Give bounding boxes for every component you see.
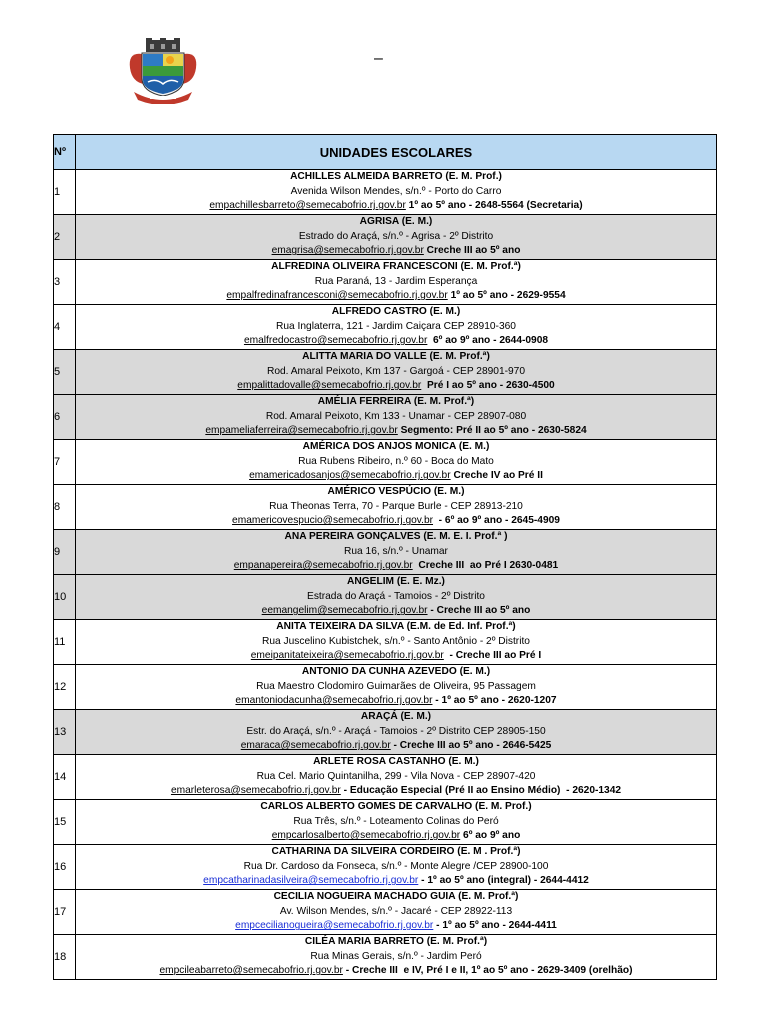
- table-row: [54, 215, 717, 260]
- row-number: 1: [54, 170, 76, 215]
- school-contact-line: [76, 649, 716, 664]
- school-segment-phone: - 6º ao 9º ano - 2645-4909: [433, 515, 560, 527]
- school-segment-phone: 6º ao 9º ano - 2644-0908: [427, 335, 549, 347]
- school-info: [76, 845, 717, 890]
- school-info: [76, 395, 717, 440]
- school-address: Estrado do Araçá, s/n.º - Agrisa - 2º Distrito: [298, 230, 494, 242]
- school-address: Rua 16, s/n.º - Unamar: [344, 545, 448, 557]
- school-name: ANGELIM (E. E. Mz.): [347, 576, 445, 588]
- school-segment-phone: Creche IV ao Pré II: [450, 470, 543, 482]
- school-address: Rua Cel. Mario Quintanilha, 299 - Vila Nova - CEP 28907-420: [256, 770, 536, 782]
- school-segment-phone: Pré I ao 5º ano - 2630-4500: [421, 380, 555, 392]
- school-email-link[interactable]: emalfredocastro@semecabofrio.rj.gov.br: [243, 335, 428, 347]
- school-name: ANTONIO DA CUNHA AZEVEDO (E. M.): [301, 666, 491, 678]
- school-name: ARAÇÁ (E. M.): [360, 711, 432, 723]
- row-number: 9: [54, 530, 76, 575]
- table-row: [54, 485, 717, 530]
- school-address: Rod. Amaral Peixoto, Km 137 - Gargoá - CEP 28901-970: [266, 365, 526, 377]
- school-contact-line: [76, 604, 716, 619]
- school-email-link[interactable]: emagrisa@semecabofrio.rj.gov.br: [271, 245, 424, 257]
- school-email-link[interactable]: empanapereira@semecabofrio.rj.gov.br: [233, 560, 413, 572]
- row-number: 5: [54, 350, 76, 395]
- school-email-link[interactable]: emamericadosanjos@semecabofrio.rj.gov.br: [249, 470, 451, 482]
- school-name: CATHARINA DA SILVEIRA CORDEIRO (E. M . Prof.ª): [271, 846, 521, 858]
- school-contact-line: [76, 919, 716, 934]
- table-row: [54, 395, 717, 440]
- school-name: AMÉRICA DOS ANJOS MONICA (E. M.): [302, 441, 490, 453]
- school-info: [76, 890, 717, 935]
- school-info: [76, 575, 717, 620]
- school-contact-line: [76, 379, 716, 394]
- school-segment-phone: - Creche III e IV, Pré I e II, 1º ao 5º ano - 2629-3409 (orelhão): [342, 965, 633, 977]
- school-name: ALFREDINA OLIVEIRA FRANCESCONI (E. M. Prof.ª): [271, 261, 521, 273]
- school-name: ANA PEREIRA GONÇALVES (E. M. E. I. Prof.ª ): [284, 531, 508, 543]
- school-address: Avenida Wilson Mendes, s/n.º - Porto do Carro: [290, 185, 502, 197]
- table-row: [54, 755, 717, 800]
- table-row: [54, 710, 717, 755]
- school-info: [76, 935, 717, 980]
- school-address: Rua Três, s/n.º - Loteamento Colinas do Peró: [293, 815, 499, 827]
- school-info: [76, 800, 717, 845]
- row-number: 15: [54, 800, 76, 845]
- school-name: AMÉLIA FERREIRA (E. M. Prof.ª): [317, 396, 475, 408]
- school-segment-phone: Creche III ao 5º ano: [423, 245, 521, 257]
- coat-of-arms-logo: [126, 38, 200, 104]
- school-info: [76, 260, 717, 305]
- school-name: ALFREDO CASTRO (E. M.): [331, 306, 461, 318]
- school-contact-line: [76, 199, 716, 214]
- school-info: [76, 215, 717, 260]
- table-row: [54, 530, 717, 575]
- table-row: [54, 170, 717, 215]
- school-segment-phone: - Creche III ao Pré I: [443, 650, 542, 662]
- row-number: 16: [54, 845, 76, 890]
- school-segment-phone: - Educação Especial (Pré II ao Ensino Médio) - 2620-1342: [340, 785, 622, 797]
- school-email-link[interactable]: empcecilianogueira@semecabofrio.rj.gov.br: [235, 920, 434, 932]
- school-email-link[interactable]: emantoniodacunha@semecabofrio.rj.gov.br: [235, 695, 433, 707]
- school-segment-phone: - Creche III ao 5º ano - 2646-5425: [390, 740, 552, 752]
- table-row: [54, 260, 717, 305]
- school-contact-line: [76, 784, 716, 799]
- school-contact-line: [76, 694, 716, 709]
- table-row: [54, 665, 717, 710]
- school-name: AMÉRICO VESPÚCIO (E. M.): [327, 486, 465, 498]
- row-number: 14: [54, 755, 76, 800]
- school-email-link[interactable]: empcatharinadasilveira@semecabofrio.rj.gov.br: [203, 875, 419, 887]
- school-address: Rua Juscelino Kubistchek, s/n.º - Santo Antônio - 2º Distrito: [262, 635, 530, 647]
- school-segment-phone: 6º ao 9º ano: [460, 830, 521, 842]
- school-address: Av. Wilson Mendes, s/n.º - Jacaré - CEP 28922-113: [279, 905, 513, 917]
- row-number: 2: [54, 215, 76, 260]
- school-segment-phone: - 1º ao 5º ano - 2620-1207: [432, 695, 557, 707]
- school-address: Rua Minas Gerais, s/n.º - Jardim Peró: [310, 950, 482, 962]
- table-row: [54, 845, 717, 890]
- school-email-link[interactable]: emeipanitateixeira@semecabofrio.rj.gov.br: [250, 650, 444, 662]
- table-row: [54, 890, 717, 935]
- school-email-link[interactable]: empcarlosalberto@semecabofrio.rj.gov.br: [271, 830, 461, 842]
- school-info: [76, 350, 717, 395]
- school-email-link[interactable]: eemangelim@semecabofrio.rj.gov.br: [261, 605, 428, 617]
- school-contact-line: [76, 469, 716, 484]
- school-contact-line: [76, 244, 716, 259]
- school-info: [76, 440, 717, 485]
- school-segment-phone: Segmento: Pré II ao 5º ano - 2630-5824: [397, 425, 587, 437]
- school-segment-phone: - 1º ao 5º ano - 2644-4411: [433, 920, 557, 932]
- table-row: [54, 620, 717, 665]
- school-contact-line: [76, 514, 716, 529]
- row-number: 13: [54, 710, 76, 755]
- school-name: ALITTA MARIA DO VALLE (E. M. Prof.ª): [302, 351, 490, 363]
- row-number: 12: [54, 665, 76, 710]
- row-number: 8: [54, 485, 76, 530]
- school-contact-line: [76, 829, 716, 844]
- row-number: 3: [54, 260, 76, 305]
- school-address: Estrada do Araçá - Tamoios - 2º Distrito: [307, 590, 485, 602]
- table-row: [54, 935, 717, 980]
- school-info: [76, 170, 717, 215]
- school-segment-phone: 1º ao 5º ano - 2629-9554: [447, 290, 566, 302]
- school-segment-phone: 1º ao 5º ano - 2648-5564 (Secretaria): [405, 200, 583, 212]
- school-name: CILÉA MARIA BARRETO (E. M. Prof.ª): [304, 936, 488, 948]
- school-segment-phone: - 1º ao 5º ano (integral) - 2644-4412: [418, 875, 589, 887]
- school-email-link[interactable]: empameliaferreira@semecabofrio.rj.gov.br: [205, 425, 398, 437]
- school-email-link[interactable]: empalittadovalle@semecabofrio.rj.gov.br: [237, 380, 422, 392]
- school-address: Estr. do Araçá, s/n.º - Araçá - Tamoios - 2º Distrito CEP 28905-150: [246, 725, 546, 737]
- school-info: [76, 530, 717, 575]
- row-number: 17: [54, 890, 76, 935]
- school-name: ANITA TEIXEIRA DA SILVA (E.M. de Ed. Inf. Prof.ª): [276, 621, 516, 633]
- school-address: Rua Maestro Clodomiro Guimarães de Oliveira, 95 Passagem: [256, 680, 536, 692]
- school-segment-phone: Creche III ao Pré I 2630-0481: [412, 560, 559, 572]
- school-name: AGRISA (E. M.): [359, 216, 433, 228]
- school-info: [76, 485, 717, 530]
- table-row: [54, 440, 717, 485]
- school-name: CECILIA NOGUEIRA MACHADO GUIA (E. M. Prof.ª): [273, 891, 519, 903]
- school-info: [76, 305, 717, 350]
- school-contact-line: [76, 559, 716, 574]
- school-contact-line: [76, 424, 716, 439]
- table-row: [54, 575, 717, 620]
- school-email-link[interactable]: emaraca@semecabofrio.rj.gov.br: [240, 740, 391, 752]
- row-number: 11: [54, 620, 76, 665]
- school-info: [76, 620, 717, 665]
- school-info: [76, 755, 717, 800]
- table-header-row: [54, 135, 717, 170]
- row-number: 18: [54, 935, 76, 980]
- school-email-link[interactable]: empcileabarreto@semecabofrio.rj.gov.br: [159, 965, 343, 977]
- table-row: [54, 305, 717, 350]
- schools-table: [53, 134, 717, 980]
- school-address: Rua Paraná, 13 - Jardim Esperança: [314, 275, 478, 287]
- row-number: 7: [54, 440, 76, 485]
- school-segment-phone: - Creche III ao 5º ano: [427, 605, 531, 617]
- row-number: 4: [54, 305, 76, 350]
- number-column-header: Nº: [54, 135, 76, 170]
- school-contact-line: [76, 874, 716, 889]
- table-row: [54, 800, 717, 845]
- school-email-link[interactable]: emamericovespucio@semecabofrio.rj.gov.br: [232, 515, 434, 527]
- school-email-link[interactable]: empalfredinafrancesconi@semecabofrio.rj.gov.br: [226, 290, 448, 302]
- school-address: Rua Inglaterra, 121 - Jardim Caiçara CEP 28910-360: [276, 320, 516, 332]
- school-contact-line: [76, 289, 716, 304]
- school-name: ACHILLES ALMEIDA BARRETO (E. M. Prof.): [290, 171, 502, 183]
- school-contact-line: [76, 964, 716, 979]
- header-dash: –: [374, 50, 383, 67]
- school-name: CARLOS ALBERTO GOMES DE CARVALHO (E. M. Prof.): [260, 801, 532, 813]
- row-number: 6: [54, 395, 76, 440]
- row-number: 10: [54, 575, 76, 620]
- table-title: UNIDADES ESCOLARES: [76, 135, 717, 170]
- school-info: [76, 710, 717, 755]
- school-email-link[interactable]: empachillesbarreto@semecabofrio.rj.gov.br: [209, 200, 406, 212]
- school-address: Rua Theonas Terra, 70 - Parque Burle - CEP 28913-210: [269, 500, 523, 512]
- school-contact-line: [76, 739, 716, 754]
- school-address: Rua Dr. Cardoso da Fonseca, s/n.º - Monte Alegre /CEP 28900-100: [243, 860, 549, 872]
- school-contact-line: [76, 334, 716, 349]
- school-address: Rua Rubens Ribeiro, n.º 60 - Boca do Mato: [298, 455, 494, 467]
- school-address: Rod. Amaral Peixoto, Km 133 - Unamar - CEP 28907-080: [265, 410, 527, 422]
- school-email-link[interactable]: emarleterosa@semecabofrio.rj.gov.br: [170, 785, 341, 797]
- table-row: [54, 350, 717, 395]
- school-name: ARLETE ROSA CASTANHO (E. M.): [313, 756, 479, 768]
- school-info: [76, 665, 717, 710]
